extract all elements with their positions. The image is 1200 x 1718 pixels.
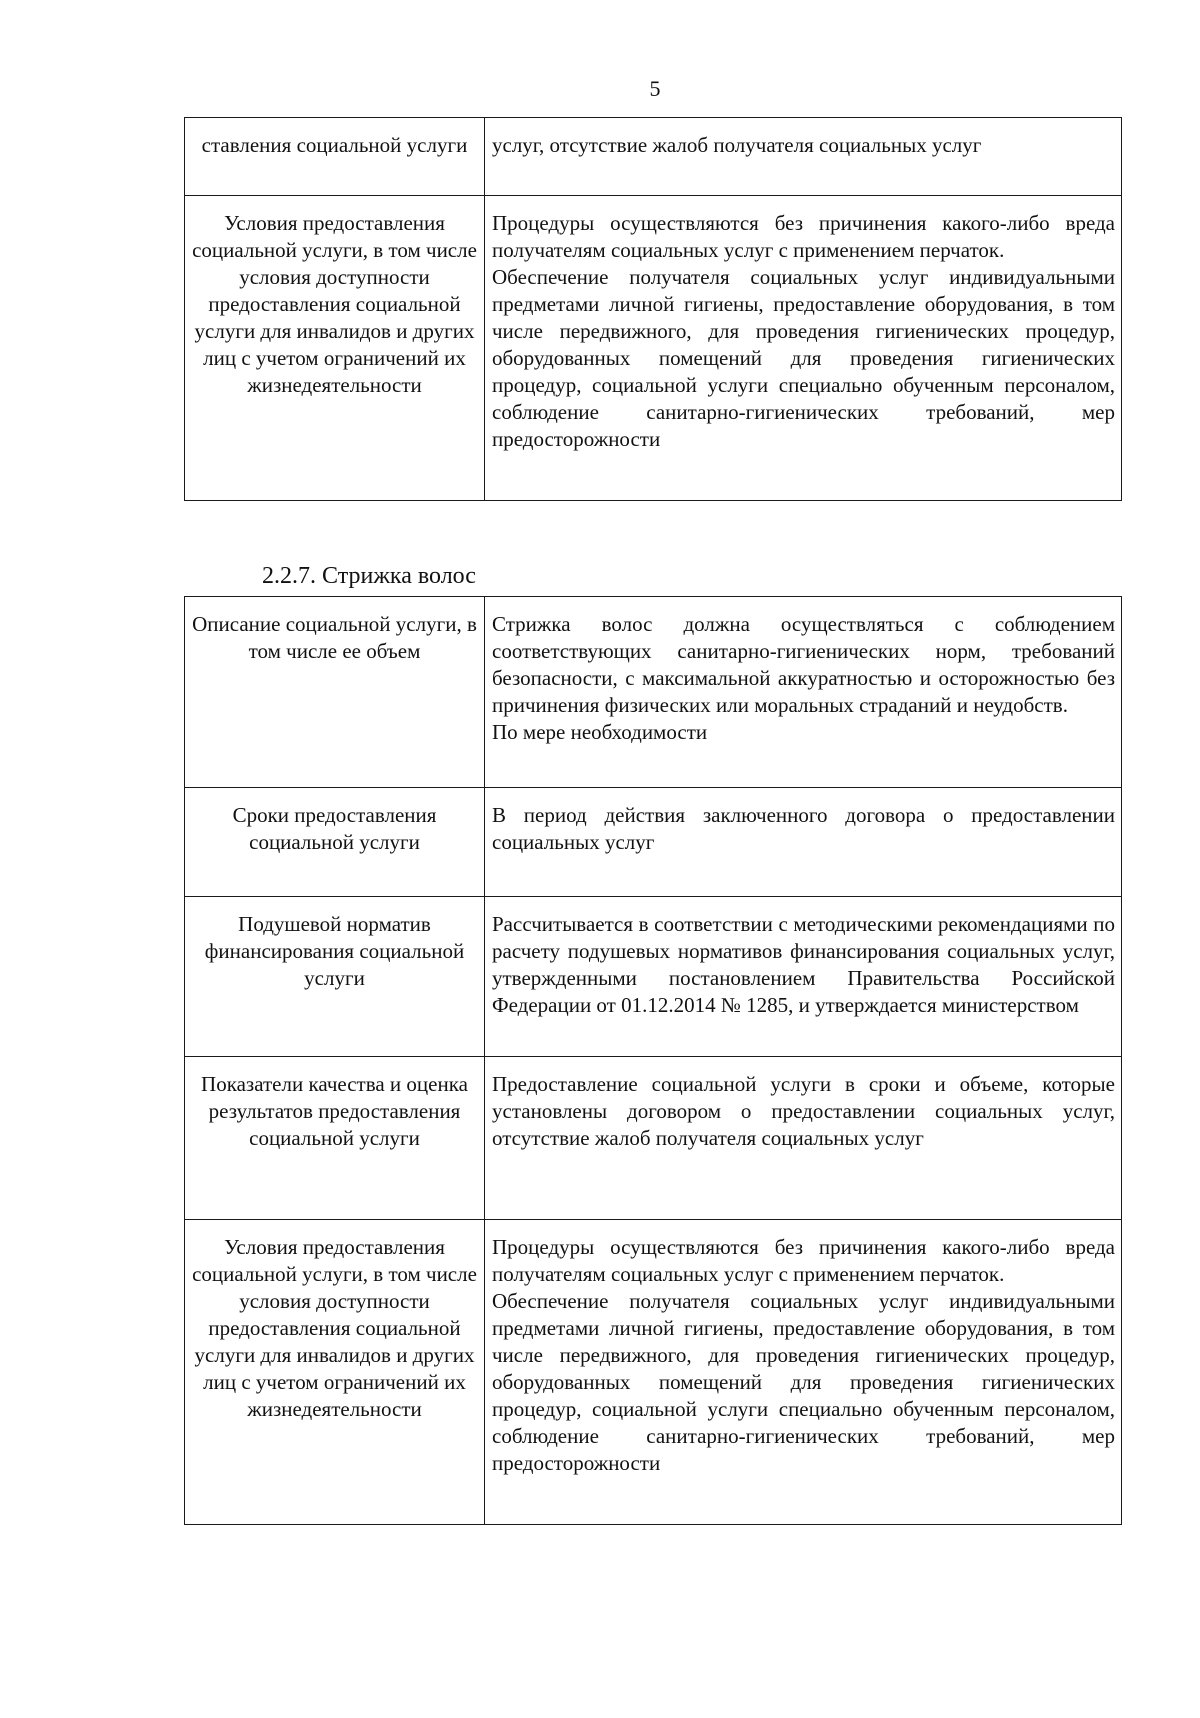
content-paragraph: Обеспечение получателя социальных услуг индивидуальными предметами личной гигиены, предоставление оборудования, в том числе передвижного, для проведения гигиенических процедур, оборудованных помещений для проведения гигиенических процедур, социальной услуги специально обученным персоналом, соблюдение санитарно-гигиенических требований, мер предосторожности (492, 1289, 1115, 1475)
table-row (185, 1057, 1122, 1220)
content-paragraph: Предоставление социальной услуги в сроки и объеме, которые установлены договором о предоставлении социальных услуг, отсутствие жалоб получателя социальных услуг (492, 1072, 1115, 1150)
row-label: ставления социальной услуги (185, 118, 485, 196)
page-number: 5 (649, 76, 661, 101)
table-row (185, 1220, 1122, 1525)
table-row (185, 897, 1122, 1057)
table-row (185, 788, 1122, 897)
services-table-continued (184, 117, 1122, 501)
row-content (485, 1220, 1122, 1525)
row-label: Сроки предоставления социальной услуги (185, 788, 485, 897)
row-label: Показатели качества и оценка результатов предоставления социальной услуги (185, 1057, 485, 1220)
row-content (485, 788, 1122, 897)
table-row (185, 196, 1122, 501)
content-paragraph: Процедуры осуществляются без причинения какого-либо вреда получателям социальных услуг с применением перчаток. (492, 1235, 1115, 1286)
row-content (485, 196, 1122, 501)
row-label: Условия предоставления социальной услуги, в том числе условия доступности предоставления социальной услуги для инвалидов и других лиц с учетом ограничений их жизнедеятельности (185, 196, 485, 501)
content-paragraph: По мере необходимости (492, 720, 708, 744)
content-paragraph: Рассчитывается в соответствии с методическими рекомендациями по расчету подушевых нормативов финансирования социальных услуг, утвержденными постановлением Правительства Российской Федерации от 01.12.2014 № 1285, и утверждается министерством (492, 912, 1115, 1017)
section-heading: 2.2.7. Стрижка волос (262, 563, 476, 589)
haircut-service-table (184, 596, 1122, 1525)
row-content (485, 597, 1122, 788)
content-paragraph: услуг, отсутствие жалоб получателя социальных услуг (492, 133, 982, 157)
row-label: Подушевой норматив финансирования социальной услуги (185, 897, 485, 1057)
row-content (485, 1057, 1122, 1220)
content-paragraph: Процедуры осуществляются без причинения какого-либо вреда получателям социальных услуг с применением перчаток. (492, 211, 1115, 262)
row-label: Условия предоставления социальной услуги, в том числе условия доступности предоставления социальной услуги для инвалидов и других лиц с учетом ограничений их жизнедеятельности (185, 1220, 485, 1525)
table-row (185, 597, 1122, 788)
content-paragraph: Стрижка волос должна осуществляться с соблюдением соответствующих санитарно-гигиенических норм, требований безопасности, с максимальной аккуратностью и осторожностью без причинения физических или моральных страданий и неудобств. (492, 612, 1115, 717)
content-paragraph: Обеспечение получателя социальных услуг индивидуальными предметами личной гигиены, предоставление оборудования, в том числе передвижного, для проведения гигиенических процедур, оборудованных помещений для проведения гигиенических процедур, социальной услуги специально обученным персоналом, соблюдение санитарно-гигиенических требований, мер предосторожности (492, 265, 1115, 451)
content-paragraph: В период действия заключенного договора о предоставлении социальных услуг (492, 803, 1115, 854)
row-content (485, 897, 1122, 1057)
row-label: Описание социальной услуги, в том числе ее объем (185, 597, 485, 788)
row-content (485, 118, 1122, 196)
table-row (185, 118, 1122, 196)
